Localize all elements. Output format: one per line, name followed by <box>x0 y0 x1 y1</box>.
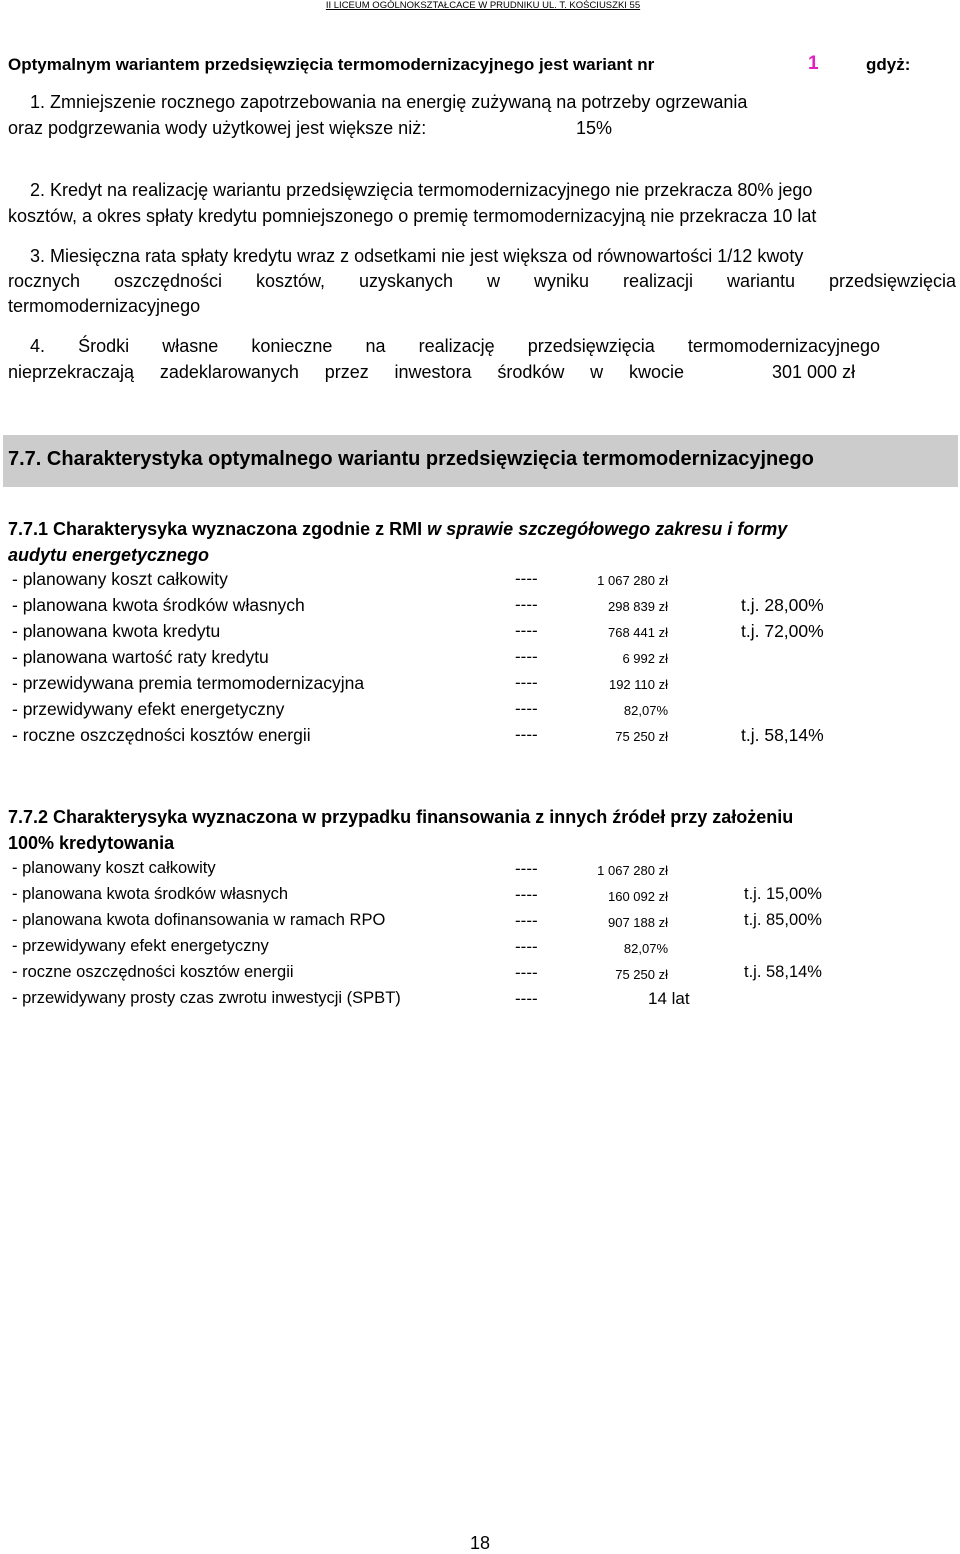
criterion-3-line-3: termomodernizacyjnego <box>8 296 201 316</box>
subsection-2-title-line-1: 7.7.2 Charakterysyka wyznaczona w przypadku finansowania z innych źródeł przy założeniu <box>8 807 794 827</box>
table-row <box>0 885 960 911</box>
table-row <box>0 963 960 989</box>
row-label: - planowana kwota kredytu <box>12 621 221 641</box>
variant-number: 1 <box>808 53 819 74</box>
row-dash: ---- <box>515 859 538 878</box>
criterion-4-line-1: 4. Środki własne konieczne na realizację przedsięwzięcia termomodernizacyjnego <box>30 336 880 356</box>
row-label: - roczne oszczędności kosztów energii <box>12 725 311 745</box>
criterion-2-line-2: kosztów, a okres spłaty kredytu pomniejszonego o premię termomodernizacyjną nie przekracza 10 lat <box>8 206 817 226</box>
subsection-1-table <box>0 569 960 751</box>
table-row <box>0 621 960 647</box>
subsection-1-title-italic: w sprawie szczegółowego zakresu i formy <box>427 519 788 539</box>
row-share: t.j. 58,14% <box>744 963 822 981</box>
row-amount: 1 067 280 zł <box>597 863 668 878</box>
row-label: - przewidywany efekt energetyczny <box>12 937 269 955</box>
row-amount: 768 441 zł <box>608 625 668 640</box>
subsection-2-table <box>0 859 960 1015</box>
row-amount: 907 188 zł <box>608 915 668 930</box>
row-label: - przewidywana premia termomodernizacyjna <box>12 673 365 693</box>
conclusion-statement <box>8 53 911 75</box>
row-amount: 192 110 zł <box>608 677 668 692</box>
row-dash: ---- <box>515 699 538 718</box>
criterion-3-line-2: rocznych oszczędności kosztów, uzyskanych w wyniku realizacji wariantu przedsięwzięcia <box>8 271 956 291</box>
row-dash: ---- <box>515 569 538 588</box>
table-row <box>0 595 960 621</box>
row-amount: 75 250 zł <box>615 729 668 744</box>
table-row <box>0 911 960 937</box>
row-label: - przewidywany prosty czas zwrotu inwestycji (SPBT) <box>12 989 401 1007</box>
criterion-1-value: 15% <box>576 118 613 138</box>
row-dash: ---- <box>515 911 538 930</box>
row-dash: ---- <box>515 725 538 744</box>
criterion-3-line-1: 3. Miesięczna rata spłaty kredytu wraz z odsetkami nie jest większa od równowartości 1/12 kwoty <box>30 246 804 266</box>
criterion-1-line-2: oraz podgrzewania wody użytkowej jest większe niż: <box>8 118 427 138</box>
row-dash: ---- <box>515 989 538 1008</box>
table-row <box>0 859 960 885</box>
table-row <box>0 725 960 751</box>
row-dash: ---- <box>515 673 538 692</box>
row-dash: ---- <box>515 963 538 982</box>
row-share: t.j. 72,00% <box>741 621 824 641</box>
page-number: 18 <box>469 1533 491 1553</box>
conclusion-suffix: gdyż: <box>866 55 911 74</box>
row-share: t.j. 58,14% <box>741 725 824 745</box>
table-row <box>0 647 960 673</box>
table-row <box>0 699 960 725</box>
criterion-1-line-1: 1. Zmniejszenie rocznego zapotrzebowania na energię zużywaną na potrzeby ogrzewania <box>30 92 748 112</box>
row-label: - przewidywany efekt energetyczny <box>12 699 285 719</box>
row-amount: 298 839 zł <box>608 599 668 614</box>
row-amount: 14 lat <box>648 989 690 1008</box>
row-label: - planowana kwota środków własnych <box>12 885 289 903</box>
subsection-1-title-bold: 7.7.1 Charakterysyka wyznaczona zgodnie z RMI <box>8 519 428 539</box>
table-row <box>0 937 960 963</box>
row-share: t.j. 15,00% <box>744 885 822 903</box>
subsection-1-title-line-2: audytu energetycznego <box>8 545 210 565</box>
row-label: - planowany koszt całkowity <box>12 569 228 589</box>
row-dash: ---- <box>515 621 538 640</box>
row-label: - planowany koszt całkowity <box>12 859 216 877</box>
criterion-4-value: 301 000 zł <box>772 362 856 382</box>
section-title: 7.7. Charakterystyka optymalnego wariantu przedsięwzięcia termomodernizacyjnego <box>8 448 814 470</box>
row-share: t.j. 28,00% <box>741 595 824 615</box>
subsection-1-title <box>8 516 787 542</box>
row-label: - planowana kwota dofinansowania w ramach RPO <box>12 911 386 929</box>
row-amount: 82,07% <box>623 941 668 956</box>
row-amount: 82,07% <box>623 703 668 718</box>
subsection-2-title-line-2: 100% kredytowania <box>8 833 175 853</box>
row-dash: ---- <box>515 937 538 956</box>
conclusion-text: Optymalnym wariantem przedsięwzięcia termomodernizacyjnego jest wariant nr <box>8 55 655 74</box>
criterion-4-line-2: nieprzekraczają zadeklarowanych przez inwestora środków w kwocie <box>8 362 684 382</box>
row-amount: 75 250 zł <box>615 967 668 982</box>
table-row <box>0 989 960 1015</box>
row-dash: ---- <box>515 595 538 614</box>
table-row <box>0 673 960 699</box>
row-amount: 6 992 zł <box>622 651 668 666</box>
row-dash: ---- <box>515 885 538 904</box>
table-row <box>0 569 960 595</box>
row-amount: 160 092 zł <box>608 889 668 904</box>
row-dash: ---- <box>515 647 538 666</box>
row-label: - planowana kwota środków własnych <box>12 595 305 615</box>
row-label: - planowana wartość raty kredytu <box>12 647 269 667</box>
document-header: II LICEUM OGÓLNOKSZTAŁCACE W PRUDNIKU UL. T. KOŚCIUSZKI 55 <box>325 0 641 11</box>
row-amount: 1 067 280 zł <box>597 573 668 588</box>
criterion-2-line-1: 2. Kredyt na realizację wariantu przedsięwzięcia termomodernizacyjnego nie przekracza 80% jego <box>30 180 813 200</box>
row-share: t.j. 85,00% <box>744 911 822 929</box>
row-label: - roczne oszczędności kosztów energii <box>12 963 294 981</box>
